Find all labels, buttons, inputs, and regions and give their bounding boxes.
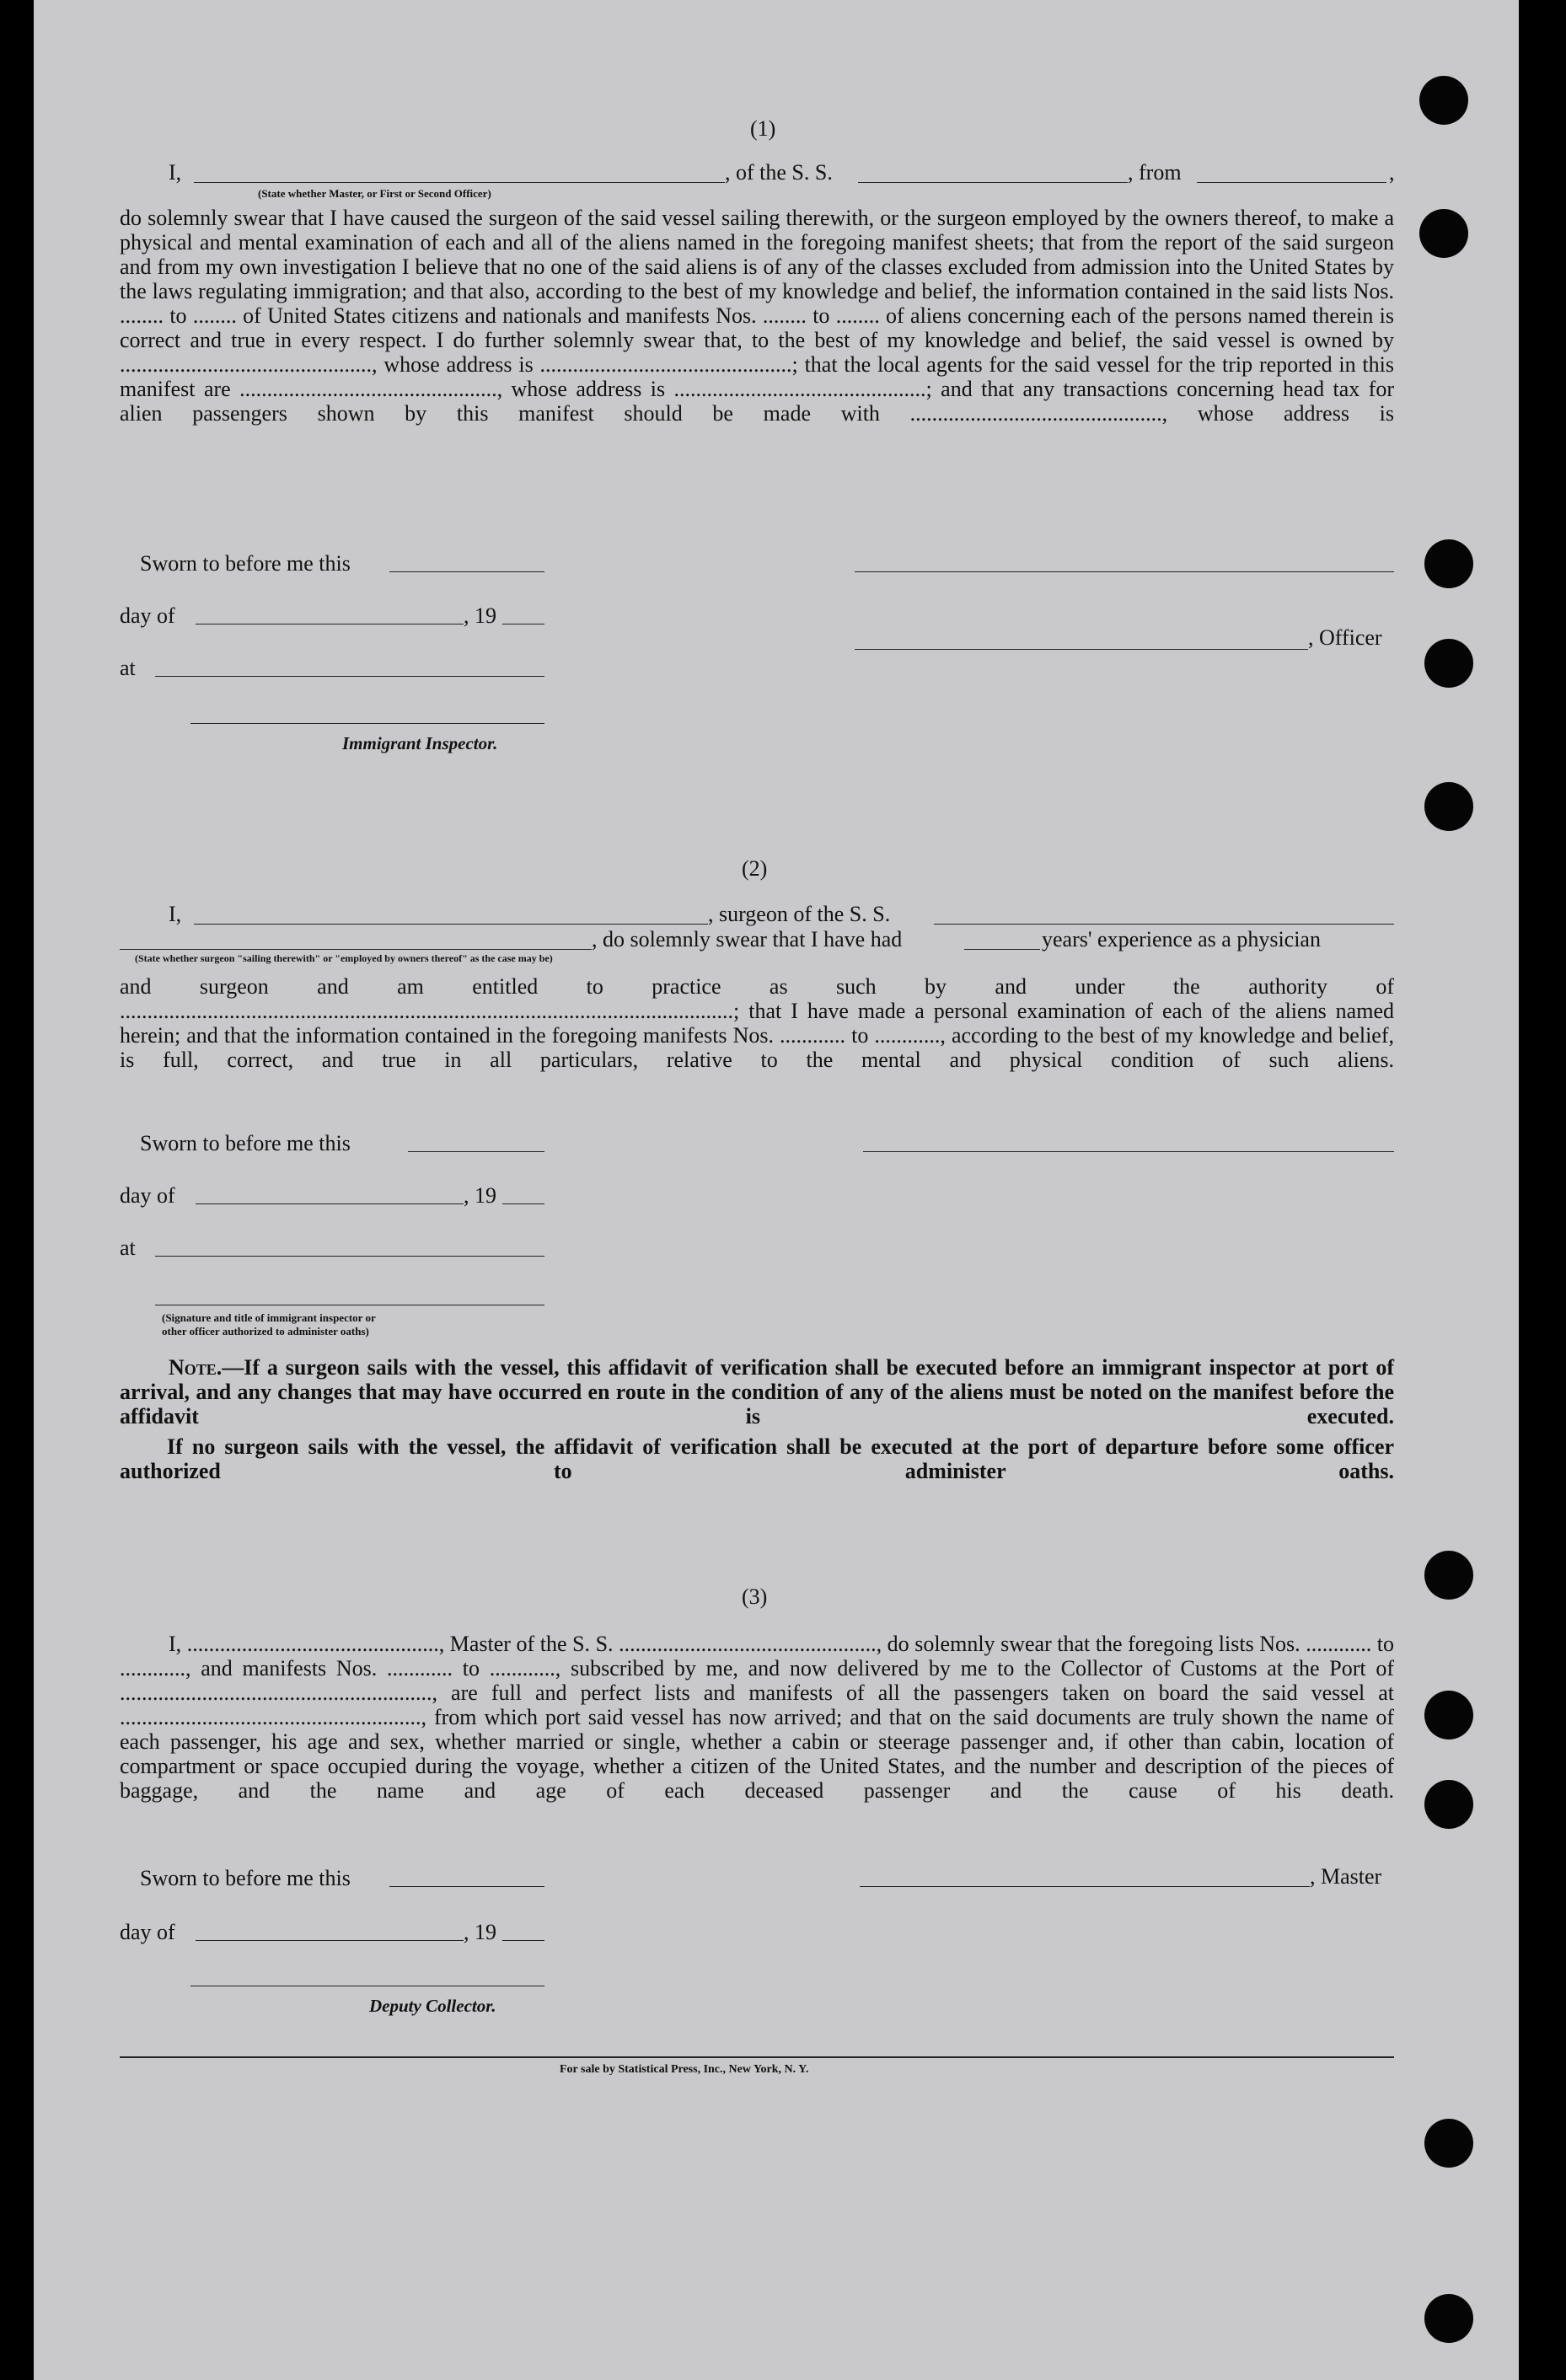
section-number: (2) bbox=[742, 856, 768, 881]
sworn-label: Sworn to before me this bbox=[140, 551, 351, 576]
note-text: —If a surgeon sails with the vessel, this affidavit of verification shall be executed before an immigrant inspector at port of arrival, and any changes that may have occurred en route in the condition of any of the aliens must be noted on the manifest before the affidavit is executed. bbox=[120, 1355, 1394, 1429]
signature-line bbox=[190, 723, 544, 724]
signature-caption: other officer authorized to administer oaths) bbox=[162, 1325, 369, 1337]
section-number: (3) bbox=[742, 1584, 768, 1609]
surgeon-of-ss-label: , surgeon of the S. S. bbox=[708, 902, 891, 926]
oath-paragraph: do solemnly swear that I have caused the surgeon of the said vessel sailing therewith, or the surgeon employed by the owners thereof, to make a physical and mental examination of each and all of the aliens named in the foregoing manifest sheets; that from the report of the said surgeon and from my own investigation I believe that no one of the said aliens is of any of the classes excluded from admission into the United States by the laws regulating immigration; and that also, according to the best of my knowledge and belief, the information contained in the said lists Nos. ........ to ........ of United States citizens and nationals and manifests Nos. ........ to ........ of aliens concerning each of the persons named therein is correct and true in every respect. I do further solemnly swear that, to the best of my knowledge and belief, the said vessel is owned by .............................................., whose address is ..............................................; that the local agents for the said vessel for the trip reported in this manifest are ..............................................., whose address is ..............................................; and that any transactions concerning head tax for alien passengers shown by this manifest should be made with .............................................., whose address is bbox=[120, 206, 1394, 426]
inspector-caption: Immigrant Inspector. bbox=[342, 733, 498, 753]
blank-line bbox=[194, 924, 708, 925]
caption-surgeon: (State whether surgeon "sailing therewith" or "employed by owners thereof" as the case may be) bbox=[135, 952, 553, 964]
day-of-label: day of bbox=[120, 603, 175, 628]
year-label: , 19 bbox=[464, 1920, 496, 1944]
blank-line bbox=[194, 182, 725, 183]
oath-i: I, bbox=[169, 160, 182, 185]
note-paragraph-2 bbox=[120, 1434, 1394, 1483]
year-label: , 19 bbox=[464, 1183, 496, 1208]
blank-line bbox=[1197, 182, 1386, 183]
note-label: Note. bbox=[169, 1355, 223, 1380]
punch-hole bbox=[1424, 539, 1473, 588]
punch-hole bbox=[1419, 76, 1468, 125]
blank-line bbox=[502, 1203, 544, 1204]
signature-line bbox=[863, 1151, 1394, 1152]
deputy-caption: Deputy Collector. bbox=[369, 1996, 496, 2016]
blank-line bbox=[858, 182, 1128, 183]
day-of-label: day of bbox=[120, 1183, 175, 1208]
blank-line bbox=[196, 1203, 464, 1204]
note-text-2: If no surgeon sails with the vessel, the affidavit of verification shall be executed at the port of departure before some officer authorized to administer oaths. bbox=[120, 1434, 1394, 1483]
surgeon-paragraph: and surgeon and am entitled to practice as such by and under the authority of ................................................................................................................; that I have made a personal examination of each of the aliens named herein; and that the information contained in the foregoing manifests Nos. ............ to ............, according to the best of my knowledge and belief, is full, correct, and true in all particulars, relative to the mental and physical condition of such aliens. bbox=[120, 974, 1394, 1072]
caption-master: (State whether Master, or First or Second Officer) bbox=[258, 187, 491, 200]
punch-hole bbox=[1419, 209, 1468, 258]
punch-hole bbox=[1424, 639, 1473, 688]
blank-line bbox=[389, 1886, 544, 1887]
master-label: , Master bbox=[1310, 1864, 1382, 1889]
blank-line bbox=[155, 676, 544, 677]
year-label: , 19 bbox=[464, 603, 496, 628]
swear-label: , do solemnly swear that I have had bbox=[592, 927, 903, 951]
signature-line bbox=[860, 1886, 1310, 1887]
punch-hole bbox=[1424, 1780, 1473, 1829]
punch-hole bbox=[1424, 2119, 1473, 2168]
officer-label: , Officer bbox=[1308, 625, 1382, 650]
blank-line bbox=[155, 1256, 544, 1257]
punch-hole bbox=[1424, 1551, 1473, 1600]
surgeon-i: I, bbox=[169, 902, 182, 926]
day-of-label: day of bbox=[120, 1920, 175, 1944]
at-label: at bbox=[120, 1236, 136, 1260]
blank-line bbox=[502, 1940, 544, 1941]
punch-hole bbox=[1424, 782, 1473, 831]
signature-caption: (Signature and title of immigrant inspector or bbox=[162, 1311, 376, 1324]
signature-line bbox=[855, 649, 1308, 650]
signature-line bbox=[855, 571, 1394, 572]
from-label: , from bbox=[1128, 160, 1182, 185]
sworn-label: Sworn to before me this bbox=[140, 1131, 351, 1155]
of-ss-label: , of the S. S. bbox=[725, 160, 833, 185]
punch-hole bbox=[1424, 2294, 1473, 2343]
footer-rule bbox=[120, 2056, 1394, 2058]
years-label: years' experience as a physician bbox=[1042, 927, 1321, 951]
master-paragraph: I, .............................................., Master of the S. S. ..............................................., do solemnly swear that the foregoing lists Nos. ............ to ............, and manifests Nos. ............ to ............, subscribed by me, and now delivered by me to the Collector of Customs at the Port of ........................................................., are full and perfect lists and manifests of all the passengers taken on board the said vessel at ......................................................., from which port said vessel has now arrived; and that on the said documents are truly shown the name of each passenger, his age and sex, whether married or single, whether a cabin or steerage passenger and, if other than cabin, location of compartment or space occupied during the voyage, whether a citizen of the United States, and the number and description of the pieces of baggage, and the name and age of each deceased passenger and the cause of his death. bbox=[120, 1632, 1394, 1803]
blank-line bbox=[964, 949, 1040, 950]
note-paragraph bbox=[120, 1355, 1394, 1429]
blank-line bbox=[196, 1940, 464, 1941]
blank-line bbox=[120, 949, 592, 950]
section-number: (1) bbox=[750, 116, 776, 141]
blank-line bbox=[389, 571, 544, 572]
sworn-label: Sworn to before me this bbox=[140, 1866, 351, 1890]
blank-line bbox=[934, 924, 1394, 925]
comma: , bbox=[1389, 160, 1395, 185]
printer-imprint: For sale by Statistical Press, Inc., New York, N. Y. bbox=[560, 2063, 809, 2076]
punch-hole bbox=[1424, 1691, 1473, 1739]
blank-line bbox=[408, 1151, 544, 1152]
at-label: at bbox=[120, 656, 136, 680]
